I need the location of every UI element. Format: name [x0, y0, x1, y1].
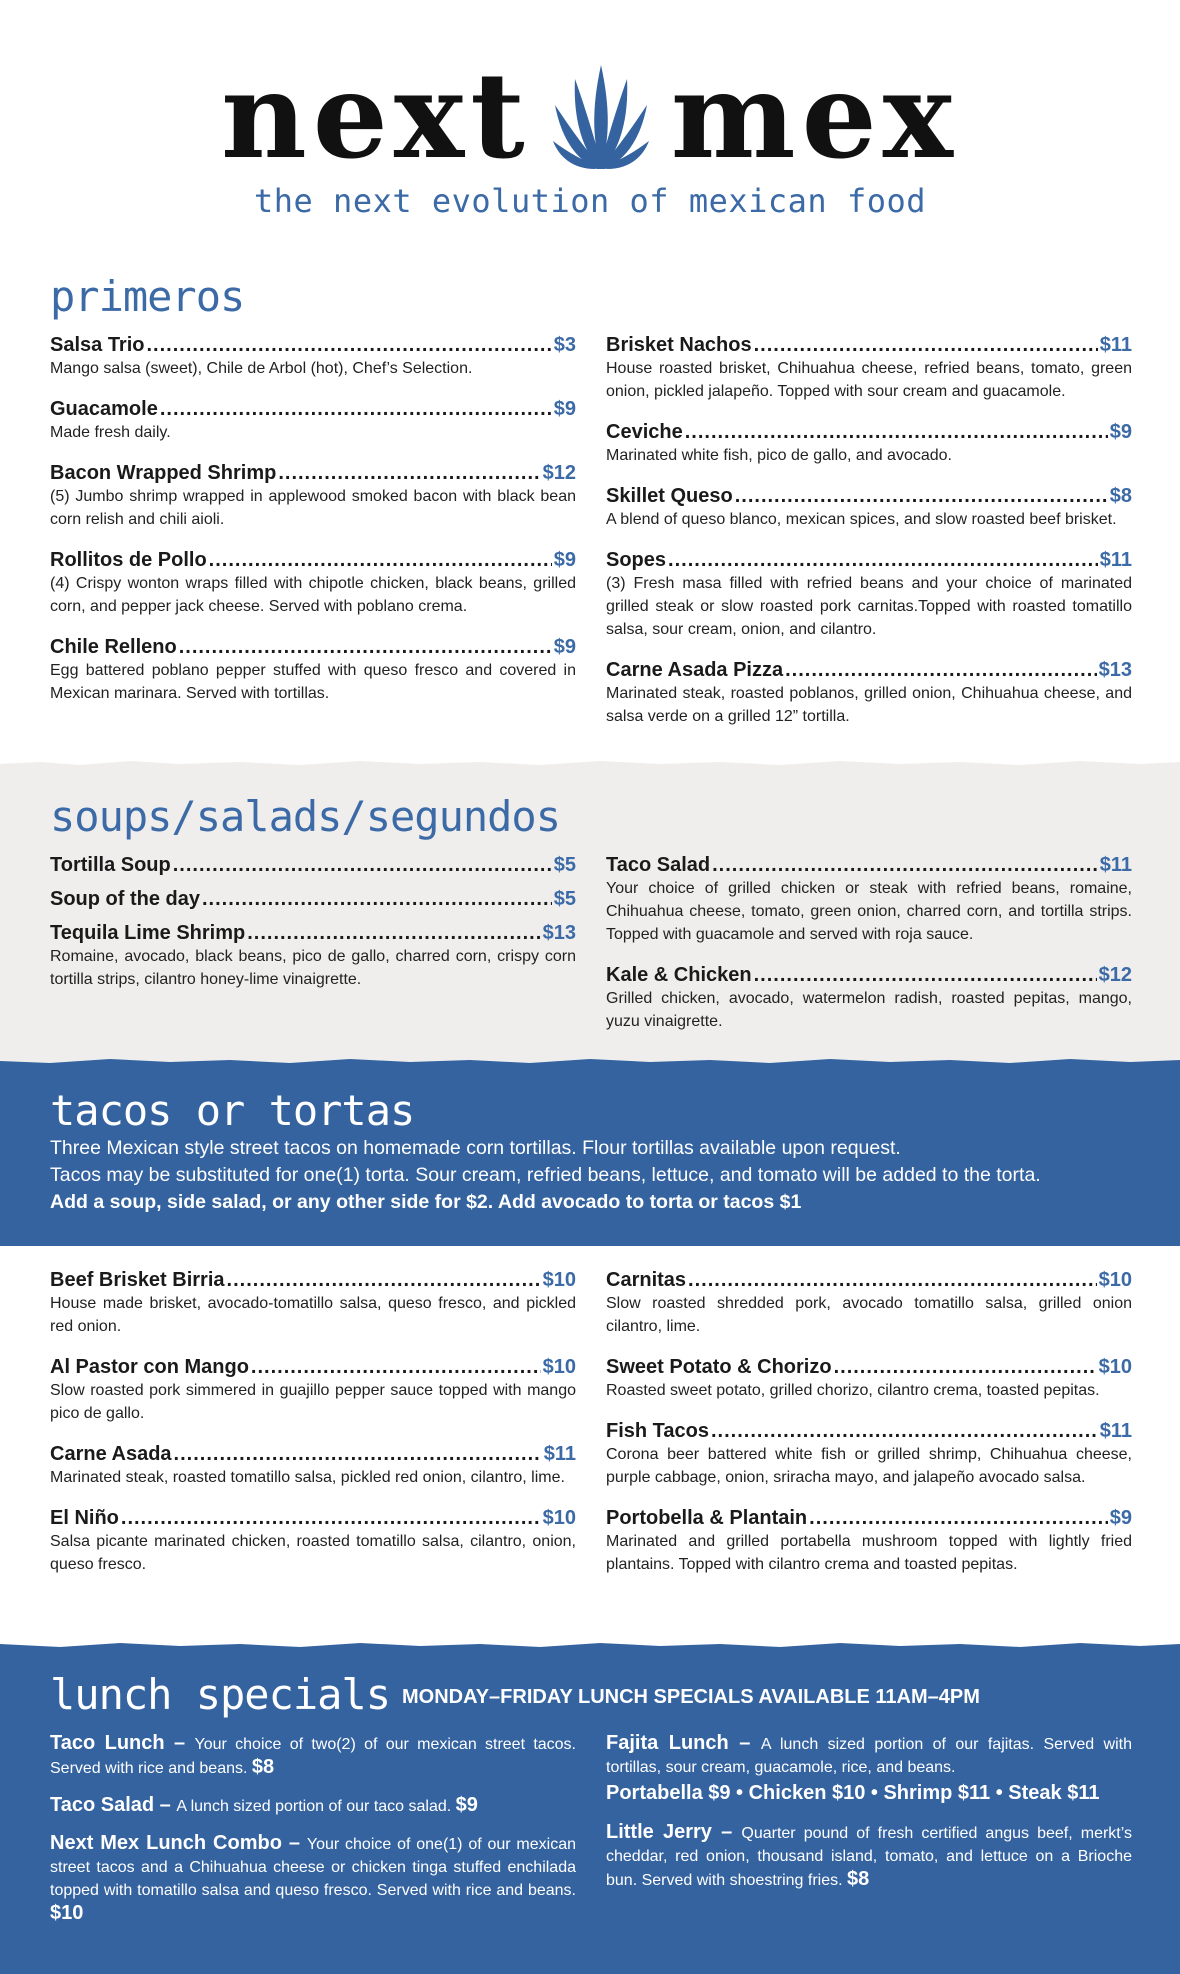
tacos-intro — [50, 1135, 1140, 1216]
menu-item-description: Slow roasted pork simmered in guajillo pepper sauce topped with mango pico de gallo. — [50, 1382, 576, 1422]
menu-item-price: $11 — [1099, 854, 1132, 876]
menu-item-description: (4) Crispy wonton wraps filled with chipotle chicken, black beans, grilled corn, and pepper jack cheese. Served with poblano crema. — [50, 575, 576, 615]
logo-word-mex: mex — [670, 45, 960, 185]
soups-right-column — [606, 853, 1132, 1050]
dot-leader — [147, 333, 552, 357]
lunch-item-name: Fajita Lunch – — [606, 1732, 761, 1754]
menu-item — [606, 658, 1132, 728]
primeros-right-column — [606, 333, 1132, 745]
menu-item-row — [50, 333, 576, 357]
menu-item-description: Made fresh daily. — [50, 424, 171, 441]
menu-item-name: Rollitos de Pollo — [50, 549, 207, 571]
header — [0, 0, 1180, 250]
menu-item-row — [606, 1355, 1132, 1379]
menu-item-row — [606, 1506, 1132, 1530]
menu-item-row — [50, 1355, 576, 1379]
menu-item-price: $9 — [553, 549, 576, 571]
lunch-item — [50, 1832, 576, 1926]
agave-icon — [553, 61, 649, 171]
lunch-item-price: $10 — [50, 1902, 84, 1924]
dot-leader — [121, 1506, 541, 1530]
menu-item — [50, 1268, 576, 1338]
menu-item-row — [50, 853, 576, 877]
menu-item-description: Marinated steak, roasted poblanos, grilled onion, Chihuahua cheese, and salsa verde on a grilled 12” tortilla. — [606, 685, 1132, 725]
section-title-tacos: tacos or tortas — [50, 1086, 415, 1135]
menu-item — [50, 1442, 576, 1489]
lunch-item-description: Your choice of one(1) of our mexican street tacos and a Chihuahua cheese or chicken tinga stuffed enchilada topped with tomatillo salsa and queso fresco. Served with rice and beans. — [50, 1836, 577, 1899]
menu-item-name: Fish Tacos — [606, 1420, 709, 1442]
lunch-item — [50, 1732, 576, 1780]
lunch-item-description: A lunch sized portion of our fajitas. Served with tortillas, sour cream, guacamole, rice, and beans. — [606, 1736, 1132, 1776]
tacos-right-column — [606, 1268, 1132, 1593]
lunch-item — [50, 1794, 576, 1818]
menu-item — [50, 887, 576, 911]
dot-leader — [160, 397, 552, 421]
lunch-item-price: $8 — [251, 1756, 275, 1778]
menu-item-row — [50, 921, 576, 945]
menu-item-name: Sopes — [606, 549, 667, 571]
dot-leader — [785, 658, 1097, 682]
torn-edge — [0, 1638, 1180, 1650]
dot-leader — [173, 853, 552, 877]
menu-item-description: Salsa picante marinated chicken, roasted tomatillo salsa, cilantro, onion, queso fresco. — [50, 1533, 576, 1573]
menu-item-description: Your choice of grilled chicken or steak with refried beans, romaine, Chihuahua cheese, tomato, green onion, charred corn, and tortilla strips. Topped with guacamole and served with roja sauce. — [606, 880, 1132, 943]
menu-item-price: $13 — [1098, 659, 1132, 681]
dot-leader — [754, 333, 1098, 357]
dot-leader — [202, 887, 552, 911]
menu-item — [606, 1506, 1132, 1576]
menu-item-name: Ceviche — [606, 421, 683, 443]
dot-leader — [754, 963, 1097, 987]
torn-edge — [0, 756, 1180, 768]
menu-item-name: Portobella & Plantain — [606, 1507, 808, 1529]
menu-item-name: Skillet Queso — [606, 485, 733, 507]
menu-item-description: Corona beer battered white fish or grilled shrimp, Chihuahua cheese, purple cabbage, onion, sriracha mayo, and jalapeño avocado salsa. — [606, 1446, 1132, 1486]
menu-item-description: Marinated steak, roasted tomatillo salsa, pickled red onion, cilantro, lime. — [50, 1469, 565, 1486]
menu-item-price: $13 — [542, 922, 576, 944]
menu-item-name: Guacamole — [50, 398, 158, 420]
menu-item-name: Tequila Lime Shrimp — [50, 922, 246, 944]
lunch-item-description: A lunch sized portion of our taco salad. — [176, 1798, 456, 1815]
menu-item-row — [606, 658, 1132, 682]
tacos-intro-line-3: Add a soup, side salad, or any other side for $2. Add avocado to torta or tacos $1 — [50, 1191, 802, 1213]
menu-item-row — [50, 548, 576, 572]
primeros-left-column — [50, 333, 576, 722]
menu-item-name: Carne Asada Pizza — [606, 659, 784, 681]
menu-item-row — [50, 461, 576, 485]
dot-leader — [179, 635, 552, 659]
dot-leader — [247, 921, 540, 945]
menu-item-price: $9 — [553, 398, 576, 420]
menu-item-name: Taco Salad — [606, 854, 711, 876]
lunch-item-description: Your choice of two(2) of our mexican street tacos. Served with rice and beans. — [50, 1736, 577, 1777]
menu-item-name: Tortilla Soup — [50, 854, 171, 876]
dot-leader — [712, 853, 1098, 877]
menu-item-row — [50, 1506, 576, 1530]
menu-item-price: $10 — [542, 1356, 576, 1378]
menu-item-description: Grilled chicken, avocado, watermelon radish, roasted pepitas, mango, yuzu vinaigrette. — [606, 990, 1132, 1030]
menu-item — [50, 853, 576, 877]
menu-item-description: Roasted sweet potato, grilled chorizo, cilantro crema, toasted pepitas. — [606, 1382, 1100, 1399]
dot-leader — [711, 1419, 1098, 1443]
menu-item — [606, 963, 1132, 1033]
lunch-subtitle: MONDAY–FRIDAY LUNCH SPECIALS AVAILABLE 11AM–4PM — [402, 1686, 980, 1708]
menu-item-price: $3 — [553, 334, 576, 356]
menu-item-row — [606, 1419, 1132, 1443]
menu-item — [606, 420, 1132, 467]
menu-item — [606, 1355, 1132, 1402]
menu-item-description: Mango salsa (sweet), Chile de Arbol (hot), Chef’s Selection. — [50, 360, 473, 377]
menu-item-price: $11 — [1099, 549, 1132, 571]
menu-item-description: Slow roasted shredded pork, avocado tomatillo salsa, grilled onion cilantro, lime. — [606, 1295, 1132, 1335]
dot-leader — [251, 1355, 541, 1379]
menu-item-row — [606, 548, 1132, 572]
menu-item-name: Carne Asada — [50, 1443, 172, 1465]
menu-item-price: $10 — [542, 1269, 576, 1291]
lunch-item — [606, 1732, 1132, 1807]
menu-item-price: $5 — [553, 854, 576, 876]
menu-item-price: $11 — [1099, 334, 1132, 356]
lunch-item-name: Next Mex Lunch Combo – — [50, 1832, 307, 1854]
menu-item — [50, 397, 576, 444]
tacos-intro-line-2: Tacos may be substituted for one(1) torta. Sour cream, refried beans, lettuce, and tomato will be added to the torta. — [50, 1164, 1041, 1186]
lunch-item-price: $8 — [847, 1868, 870, 1890]
menu-item-name: Brisket Nachos — [606, 334, 752, 356]
lunch-item-variants: Portabella $9 • Chicken $10 • Shrimp $11 • Steak $11 — [606, 1782, 1100, 1804]
menu-item — [606, 1268, 1132, 1338]
menu-item-row — [606, 853, 1132, 877]
menu-item-row — [606, 484, 1132, 508]
logo-word-next: next — [220, 45, 531, 185]
menu-item-description: (3) Fresh masa filled with refried beans and your choice of marinated grilled steak or slow roasted pork carnitas.Topped with roasted tomatillo salsa, sour cream, onion, and cilantro. — [606, 575, 1132, 638]
menu-item-description: A blend of queso blanco, mexican spices, and slow roasted beef brisket. — [606, 511, 1117, 528]
menu-item-description: Marinated and grilled portabella mushroom topped with lightly fried plantains. Topped with cilantro crema and toasted pepitas. — [606, 1533, 1132, 1573]
lunch-item-name: Taco Salad – — [50, 1794, 177, 1816]
lunch-item — [606, 1821, 1132, 1892]
dot-leader — [685, 420, 1108, 444]
menu-item-price: $10 — [1098, 1356, 1132, 1378]
menu-item — [50, 461, 576, 531]
menu-item-row — [606, 420, 1132, 444]
menu-item — [606, 333, 1132, 403]
menu-item-price: $9 — [553, 636, 576, 658]
menu-item-description: Marinated white fish, pico de gallo, and avocado. — [606, 447, 952, 464]
menu-item-description: House made brisket, avocado-tomatillo salsa, queso fresco, and pickled red onion. — [50, 1295, 576, 1335]
menu-item-row — [50, 1442, 576, 1466]
lunch-item-name: Little Jerry – — [606, 1821, 742, 1843]
menu-item — [606, 853, 1132, 946]
dot-leader — [668, 548, 1098, 572]
menu-item-description: Romaine, avocado, black beans, pico de gallo, charred corn, crispy corn tortilla strips, cilantro honey-lime vinaigrette. — [50, 948, 576, 988]
menu-item — [50, 548, 576, 618]
menu-item — [50, 1506, 576, 1576]
menu-item-row — [50, 1268, 576, 1292]
dot-leader — [688, 1268, 1097, 1292]
menu-item — [606, 548, 1132, 641]
menu-item-description: House roasted brisket, Chihuahua cheese, refried beans, tomato, green onion, pickled jalapeño. Topped with sour cream and guacamole. — [606, 360, 1132, 400]
menu-item — [50, 333, 576, 380]
menu-item-price: $9 — [1109, 1507, 1132, 1529]
menu-item-price: $8 — [1109, 485, 1132, 507]
dot-leader — [809, 1506, 1108, 1530]
menu-item — [50, 921, 576, 991]
menu-item-name: Kale & Chicken — [606, 964, 752, 986]
menu-item-price: $12 — [542, 462, 576, 484]
lunch-item-price: $9 — [455, 1794, 478, 1816]
menu-item — [50, 1355, 576, 1425]
menu-item — [606, 1419, 1132, 1489]
menu-item-row — [606, 963, 1132, 987]
lunch-right-column — [606, 1732, 1132, 1906]
logo — [0, 40, 1180, 185]
menu-item-row — [50, 887, 576, 911]
menu-item — [606, 484, 1132, 531]
menu-item-name: Bacon Wrapped Shrimp — [50, 462, 277, 484]
menu-item-name: Salsa Trio — [50, 334, 145, 356]
menu-item — [50, 635, 576, 705]
tacos-intro-line-1: Three Mexican style street tacos on homemade corn tortillas. Flour tortillas available upon request. — [50, 1137, 901, 1159]
section-title-soups: soups/salads/segundos — [50, 792, 561, 841]
menu-item-name: El Niño — [50, 1507, 119, 1529]
tagline: the next evolution of mexican food — [253, 182, 927, 220]
menu-item-price: $12 — [1098, 964, 1132, 986]
menu-item-price: $5 — [553, 888, 576, 910]
menu-item-row — [50, 635, 576, 659]
dot-leader — [227, 1268, 541, 1292]
menu-item-description: (5) Jumbo shrimp wrapped in applewood smoked bacon with black bean corn relish and chili aioli. — [50, 488, 576, 528]
section-title-primeros: primeros — [50, 272, 245, 321]
menu-item-price: $11 — [543, 1443, 576, 1465]
menu-item-price: $10 — [542, 1507, 576, 1529]
tacos-left-column — [50, 1268, 576, 1593]
menu-item-description: Egg battered poblano pepper stuffed with queso fresco and covered in Mexican marinara. Served with tortillas. — [50, 662, 576, 702]
menu-item-name: Sweet Potato & Chorizo — [606, 1356, 832, 1378]
dot-leader — [209, 548, 552, 572]
soups-left-column — [50, 853, 576, 1008]
torn-edge — [0, 1054, 1180, 1066]
dot-leader — [278, 461, 540, 485]
menu-item-price: $10 — [1098, 1269, 1132, 1291]
menu-item-name: Al Pastor con Mango — [50, 1356, 249, 1378]
menu-item-name: Beef Brisket Birria — [50, 1269, 225, 1291]
menu-item-row — [606, 333, 1132, 357]
menu-item-name: Chile Relleno — [50, 636, 177, 658]
menu-item-price: $11 — [1099, 1420, 1132, 1442]
dot-leader — [735, 484, 1108, 508]
dot-leader — [834, 1355, 1097, 1379]
lunch-item-description: Quarter pound of fresh certified angus beef, merkt’s cheddar, red onion, thousand island, tomato, and lettuce on a Brioche bun. Served with shoestring fries. — [606, 1825, 1132, 1889]
menu-item-name: Soup of the day — [50, 888, 200, 910]
section-title-lunch: lunch specials — [50, 1670, 391, 1719]
lunch-left-column — [50, 1732, 576, 1940]
lunch-item-name: Taco Lunch – — [50, 1732, 195, 1754]
menu-item-name: Carnitas — [606, 1269, 687, 1291]
dot-leader — [174, 1442, 542, 1466]
menu-item-row — [606, 1268, 1132, 1292]
menu-item-price: $9 — [1109, 421, 1132, 443]
menu-item-row — [50, 397, 576, 421]
